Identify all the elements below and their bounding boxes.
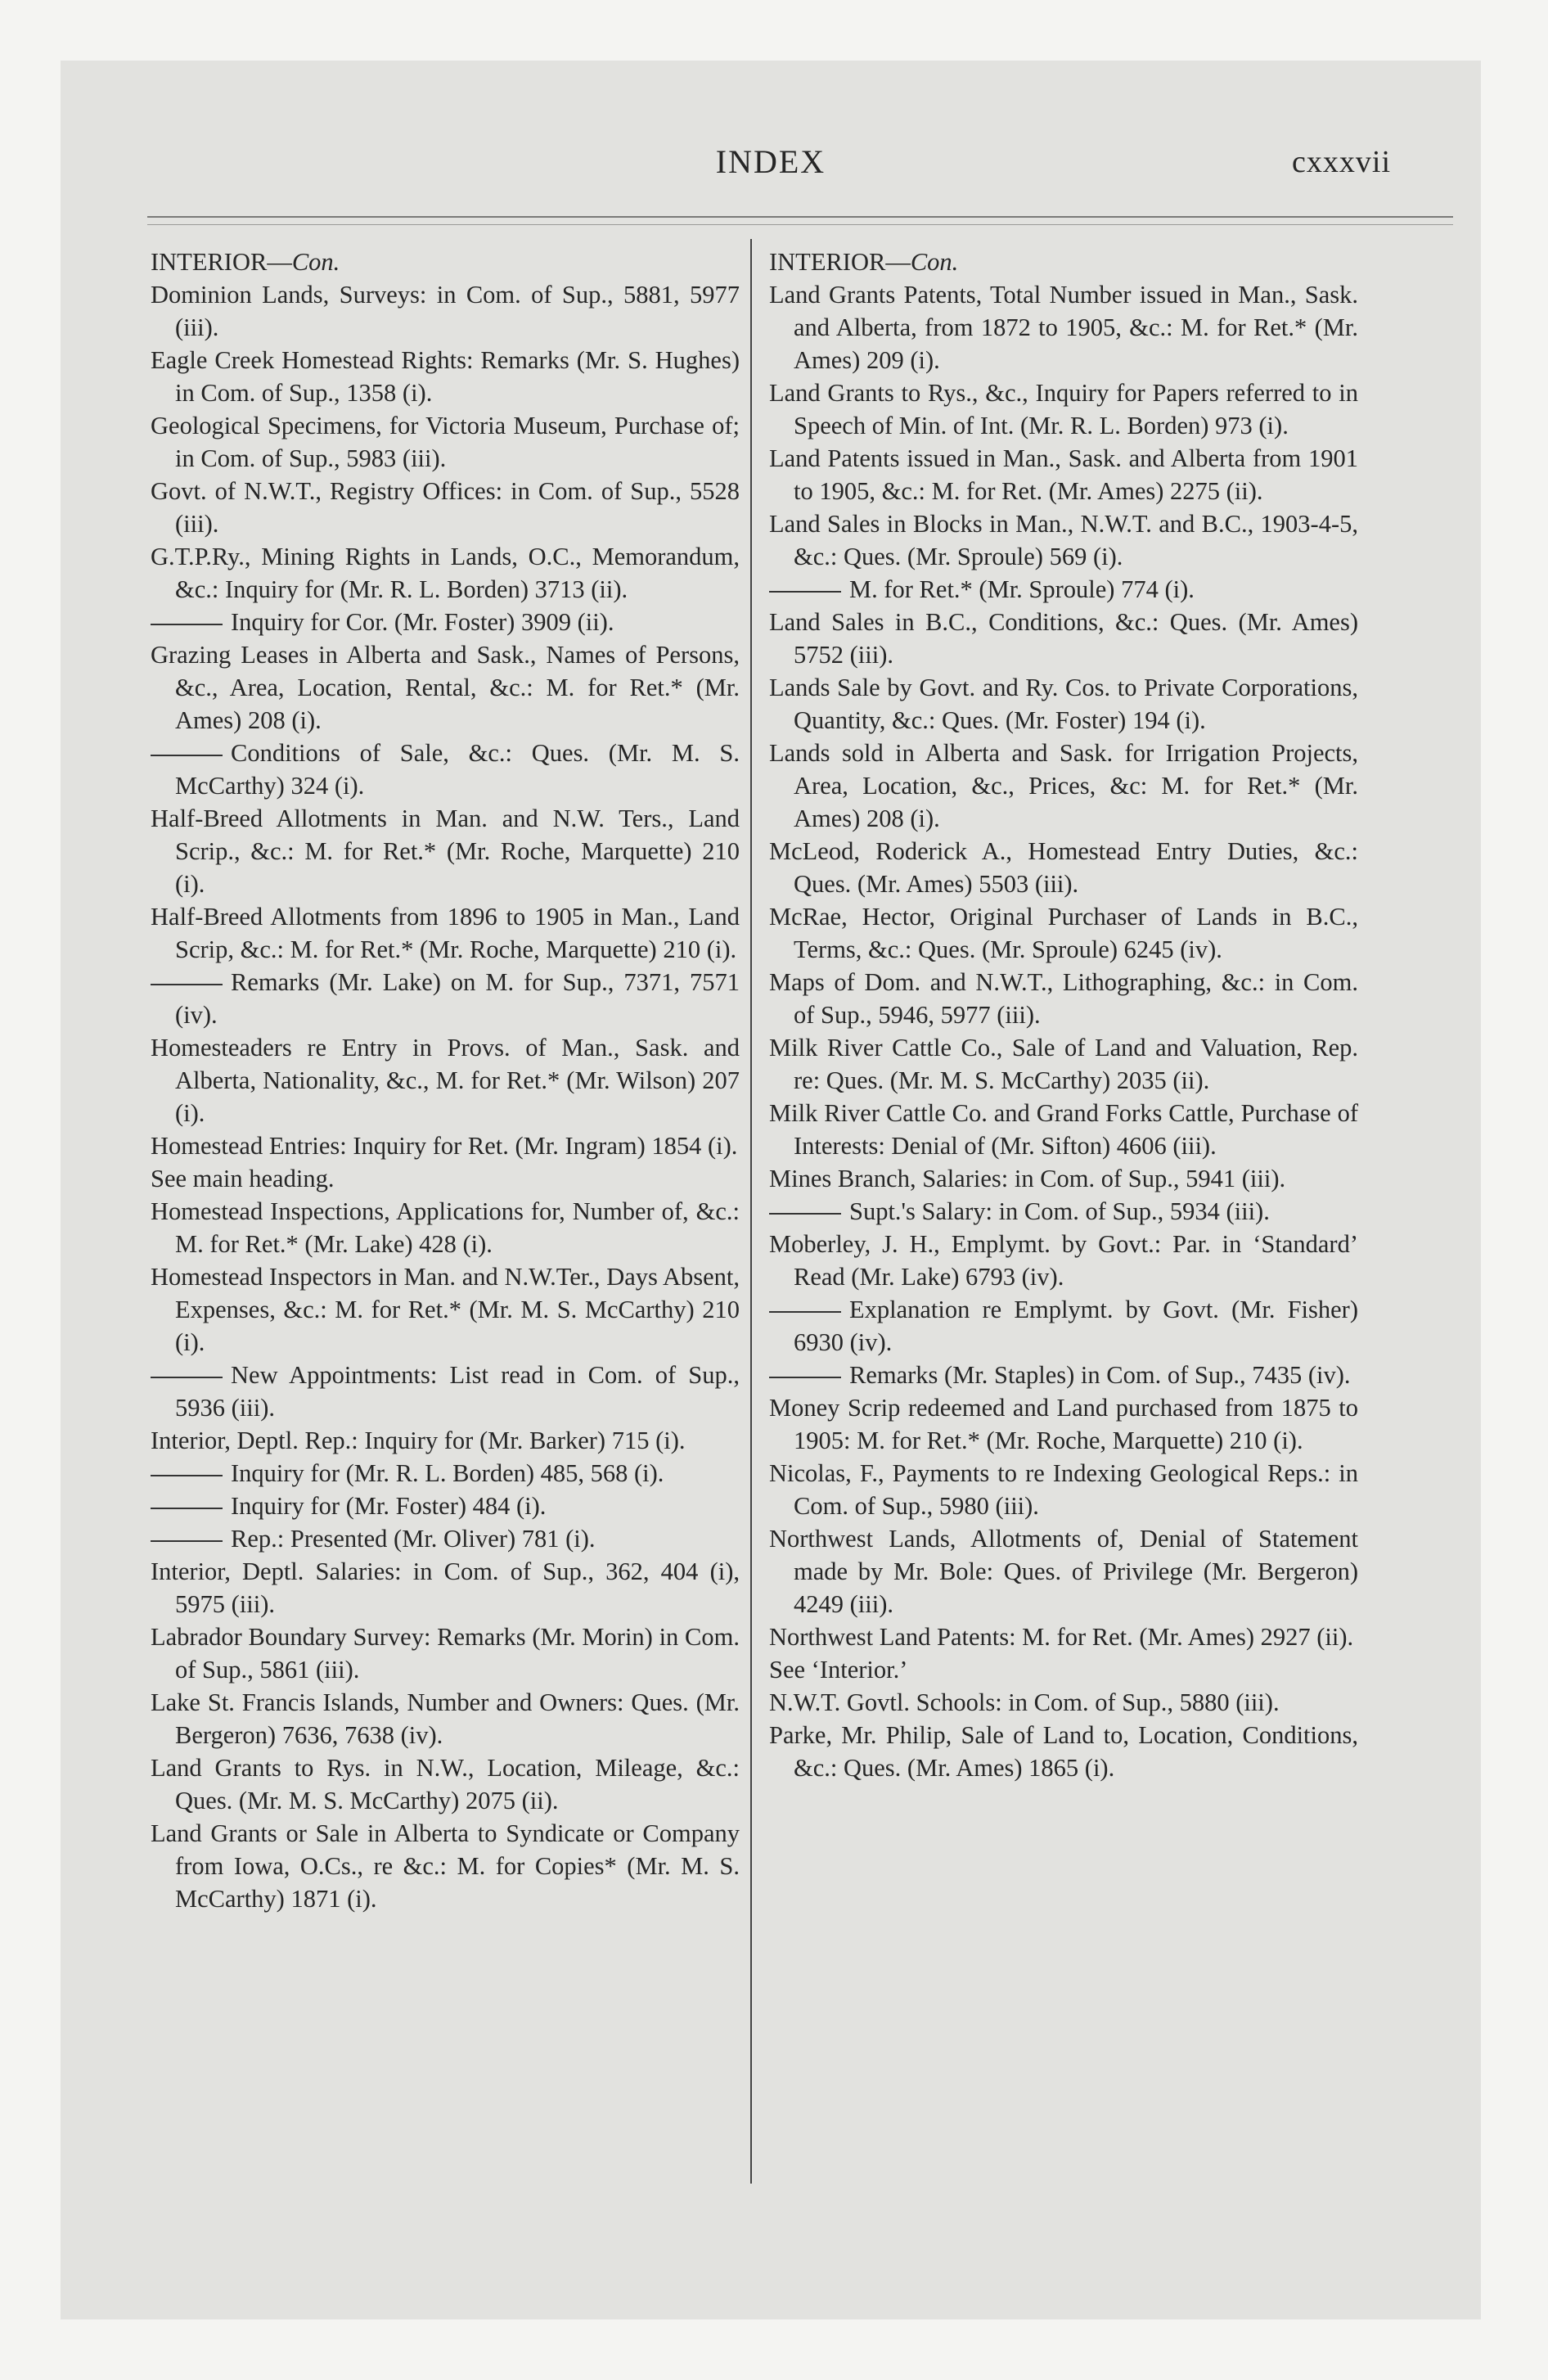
index-subentry <box>769 1195 1358 1228</box>
index-entry: Dominion Lands, Surveys: in Com. of Sup., 5881, 5977 (iii). <box>151 281 740 341</box>
index-entry: Northwest Land Patents: M. for Ret. (Mr. Ames) 2927 (ii). <box>769 1623 1354 1651</box>
index-entry: Land Sales in Blocks in Man., N.W.T. and B.C., 1903-4-5, &c.: Ques. (Mr. Sproule) 569 (i). <box>769 510 1358 570</box>
index-entry: Money Scrip redeemed and Land purchased from 1875 to 1905: M. for Ret.* (Mr. Roche, Marquette) 210 (i). <box>769 1394 1358 1454</box>
see-reference: See ‘Interior.’ <box>769 1656 908 1684</box>
section-heading <box>151 246 740 278</box>
index-page <box>61 61 1481 2319</box>
right-column <box>769 246 1358 1784</box>
index-entry: Eagle Creek Homestead Rights: Remarks (Mr. S. Hughes) in Com. of Sup., 1358 (i). <box>151 346 740 407</box>
subentry-text: Inquiry for (Mr. Foster) 484 (i). <box>231 1492 547 1520</box>
header-rule-thin <box>147 224 1453 225</box>
repeat-dash <box>151 1377 223 1378</box>
index-entry: Nicolas, F., Payments to re Indexing Geological Reps.: in Com. of Sup., 5980 (iii). <box>769 1459 1358 1520</box>
index-entry: Land Grants Patents, Total Number issued in Man., Sask. and Alberta, from 1872 to 1905, &c.: M. for Ret.* (Mr. Ames) 209 (i). <box>769 281 1358 374</box>
index-subentry <box>769 1359 1358 1391</box>
index-subentry <box>151 1457 740 1490</box>
index-entry: Homesteaders re Entry in Provs. of Man., Sask. and Alberta, Nationality, &c., M. for Ret.* (Mr. Wilson) 207 (i). <box>151 1034 740 1127</box>
subentry-text: Remarks (Mr. Staples) in Com. of Sup., 7435 (iv). <box>849 1361 1351 1389</box>
heading-continued: Con. <box>291 248 340 276</box>
index-entry: Homestead Entries: Inquiry for Ret. (Mr. Ingram) 1854 (i). <box>151 1132 738 1160</box>
index-entry: N.W.T. Govtl. Schools: in Com. of Sup., 5880 (iii). <box>769 1688 1280 1716</box>
index-entry: Land Grants or Sale in Alberta to Syndicate or Company from Iowa, O.Cs., re &c.: M. for Copies* (Mr. M. S. McCarthy) 1871 (i). <box>151 1819 740 1913</box>
repeat-dash <box>151 1508 223 1509</box>
index-entry: Mines Branch, Salaries: in Com. of Sup., 5941 (iii). <box>769 1165 1286 1192</box>
index-entry: Interior, Deptl. Salaries: in Com. of Sup., 362, 404 (i), 5975 (iii). <box>151 1557 740 1618</box>
repeat-dash <box>151 984 223 985</box>
index-subentry <box>151 1522 740 1555</box>
index-entry: Labrador Boundary Survey: Remarks (Mr. Morin) in Com. of Sup., 5861 (iii). <box>151 1623 740 1684</box>
repeat-dash <box>769 1311 841 1313</box>
repeat-dash <box>769 1213 841 1215</box>
repeat-dash <box>151 1540 223 1542</box>
repeat-dash <box>151 755 223 756</box>
index-entry: Lands sold in Alberta and Sask. for Irrigation Projects, Area, Location, &c., Prices, &c: M. for Ret.* (Mr. Ames) 208 (i). <box>769 739 1358 832</box>
repeat-dash <box>151 624 223 625</box>
index-entry: Northwest Lands, Allotments of, Denial of Statement made by Mr. Bole: Ques. of Privilege (Mr. Bergeron) 4249 (iii). <box>769 1525 1358 1618</box>
see-reference: See main heading. <box>151 1165 335 1192</box>
index-entry: Geological Specimens, for Victoria Museum, Purchase of; in Com. of Sup., 5983 (iii). <box>151 412 740 472</box>
index-entry: McRae, Hector, Original Purchaser of Lands in B.C., Terms, &c.: Ques. (Mr. Sproule) 6245 (iv). <box>769 903 1358 963</box>
running-title: INDEX <box>715 143 826 180</box>
index-entry: Grazing Leases in Alberta and Sask., Names of Persons, &c., Area, Location, Rental, &c.: M. for Ret.* (Mr. Ames) 208 (i). <box>151 641 740 734</box>
index-subentry <box>151 966 740 1031</box>
index-subentry <box>151 737 740 802</box>
index-entry: Maps of Dom. and N.W.T., Lithographing, &c.: in Com. of Sup., 5946, 5977 (iii). <box>769 968 1358 1029</box>
index-entry: Land Grants to Rys., &c., Inquiry for Papers referred to in Speech of Min. of Int. (Mr. R. L. Borden) 973 (i). <box>769 379 1358 439</box>
index-entry: McLeod, Roderick A., Homestead Entry Duties, &c.: Ques. (Mr. Ames) 5503 (iii). <box>769 837 1358 898</box>
index-entry: Interior, Deptl. Rep.: Inquiry for (Mr. Barker) 715 (i). <box>151 1427 686 1454</box>
index-subentry <box>151 1359 740 1424</box>
subentry-text: Inquiry for (Mr. R. L. Borden) 485, 568 (i). <box>231 1459 664 1487</box>
subentry-text: New Appointments: List read in Com. of Sup., 5936 (iii). <box>175 1361 740 1422</box>
index-entry: Milk River Cattle Co., Sale of Land and Valuation, Rep. re: Ques. (Mr. M. S. McCarthy) 2035 (ii). <box>769 1034 1358 1094</box>
subentry-text: Explanation re Emplymt. by Govt. (Mr. Fisher) 6930 (iv). <box>794 1296 1358 1356</box>
index-entry: Lake St. Francis Islands, Number and Owners: Ques. (Mr. Bergeron) 7636, 7638 (iv). <box>151 1688 740 1749</box>
index-entry: Homestead Inspections, Applications for, Number of, &c.: M. for Ret.* (Mr. Lake) 428 (i). <box>151 1197 740 1258</box>
heading-label: INTERIOR— <box>769 248 911 276</box>
index-entry: Half-Breed Allotments in Man. and N.W. Ters., Land Scrip., &c.: M. for Ret.* (Mr. Roche, Marquette) 210 (i). <box>151 805 740 898</box>
subentry-text: Supt.'s Salary: in Com. of Sup., 5934 (iii). <box>849 1197 1270 1225</box>
index-entry: Milk River Cattle Co. and Grand Forks Cattle, Purchase of Interests: Denial of (Mr. Sifton) 4606 (iii). <box>769 1099 1358 1160</box>
index-entry: G.T.P.Ry., Mining Rights in Lands, O.C., Memorandum, &c.: Inquiry for (Mr. R. L. Borden) 3713 (ii). <box>151 543 740 603</box>
index-entry: Land Sales in B.C., Conditions, &c.: Ques. (Mr. Ames) 5752 (iii). <box>769 608 1358 669</box>
index-entry: Moberley, J. H., Emplymt. by Govt.: Par. in ‘Standard’ Read (Mr. Lake) 6793 (iv). <box>769 1230 1358 1291</box>
left-column <box>151 246 740 1915</box>
repeat-dash <box>151 1475 223 1476</box>
index-subentry <box>151 606 740 638</box>
index-entry: Govt. of N.W.T., Registry Offices: in Com. of Sup., 5528 (iii). <box>151 477 740 538</box>
subentry-text: Remarks (Mr. Lake) on M. for Sup., 7371, 7571 (iv). <box>175 968 740 1029</box>
subentry-text: Rep.: Presented (Mr. Oliver) 781 (i). <box>231 1525 596 1553</box>
index-entry: Homestead Inspectors in Man. and N.W.Ter., Days Absent, Expenses, &c.: M. for Ret.* (Mr. M. S. McCarthy) 210 (i). <box>151 1263 740 1356</box>
index-entry: Parke, Mr. Philip, Sale of Land to, Location, Conditions, &c.: Ques. (Mr. Ames) 1865 (i). <box>769 1721 1358 1782</box>
index-entry: Lands Sale by Govt. and Ry. Cos. to Private Corporations, Quantity, &c.: Ques. (Mr. Foster) 194 (i). <box>769 674 1358 734</box>
index-subentry <box>151 1490 740 1522</box>
index-subentry <box>769 1293 1358 1359</box>
repeat-dash <box>769 591 841 593</box>
heading-label: INTERIOR— <box>151 248 292 276</box>
subentry-text: Inquiry for Cor. (Mr. Foster) 3909 (ii). <box>231 608 614 636</box>
index-entry: Half-Breed Allotments from 1896 to 1905 in Man., Land Scrip, &c.: M. for Ret.* (Mr. Roche, Marquette) 210 (i). <box>151 903 740 963</box>
section-heading <box>769 246 1358 278</box>
subentry-text: M. for Ret.* (Mr. Sproule) 774 (i). <box>849 575 1195 603</box>
heading-continued: Con. <box>910 248 959 276</box>
repeat-dash <box>769 1377 841 1378</box>
column-divider <box>750 239 752 2184</box>
index-subentry <box>769 573 1358 606</box>
index-entry: Land Patents issued in Man., Sask. and Alberta from 1901 to 1905, &c.: M. for Ret. (Mr. Ames) 2275 (ii). <box>769 444 1358 505</box>
header-rule <box>147 216 1453 218</box>
subentry-text: Conditions of Sale, &c.: Ques. (Mr. M. S. McCarthy) 324 (i). <box>175 739 740 800</box>
page-number: cxxxvii <box>1292 145 1391 179</box>
index-entry: Land Grants to Rys. in N.W., Location, Mileage, &c.: Ques. (Mr. M. S. McCarthy) 2075 (ii). <box>151 1754 740 1814</box>
